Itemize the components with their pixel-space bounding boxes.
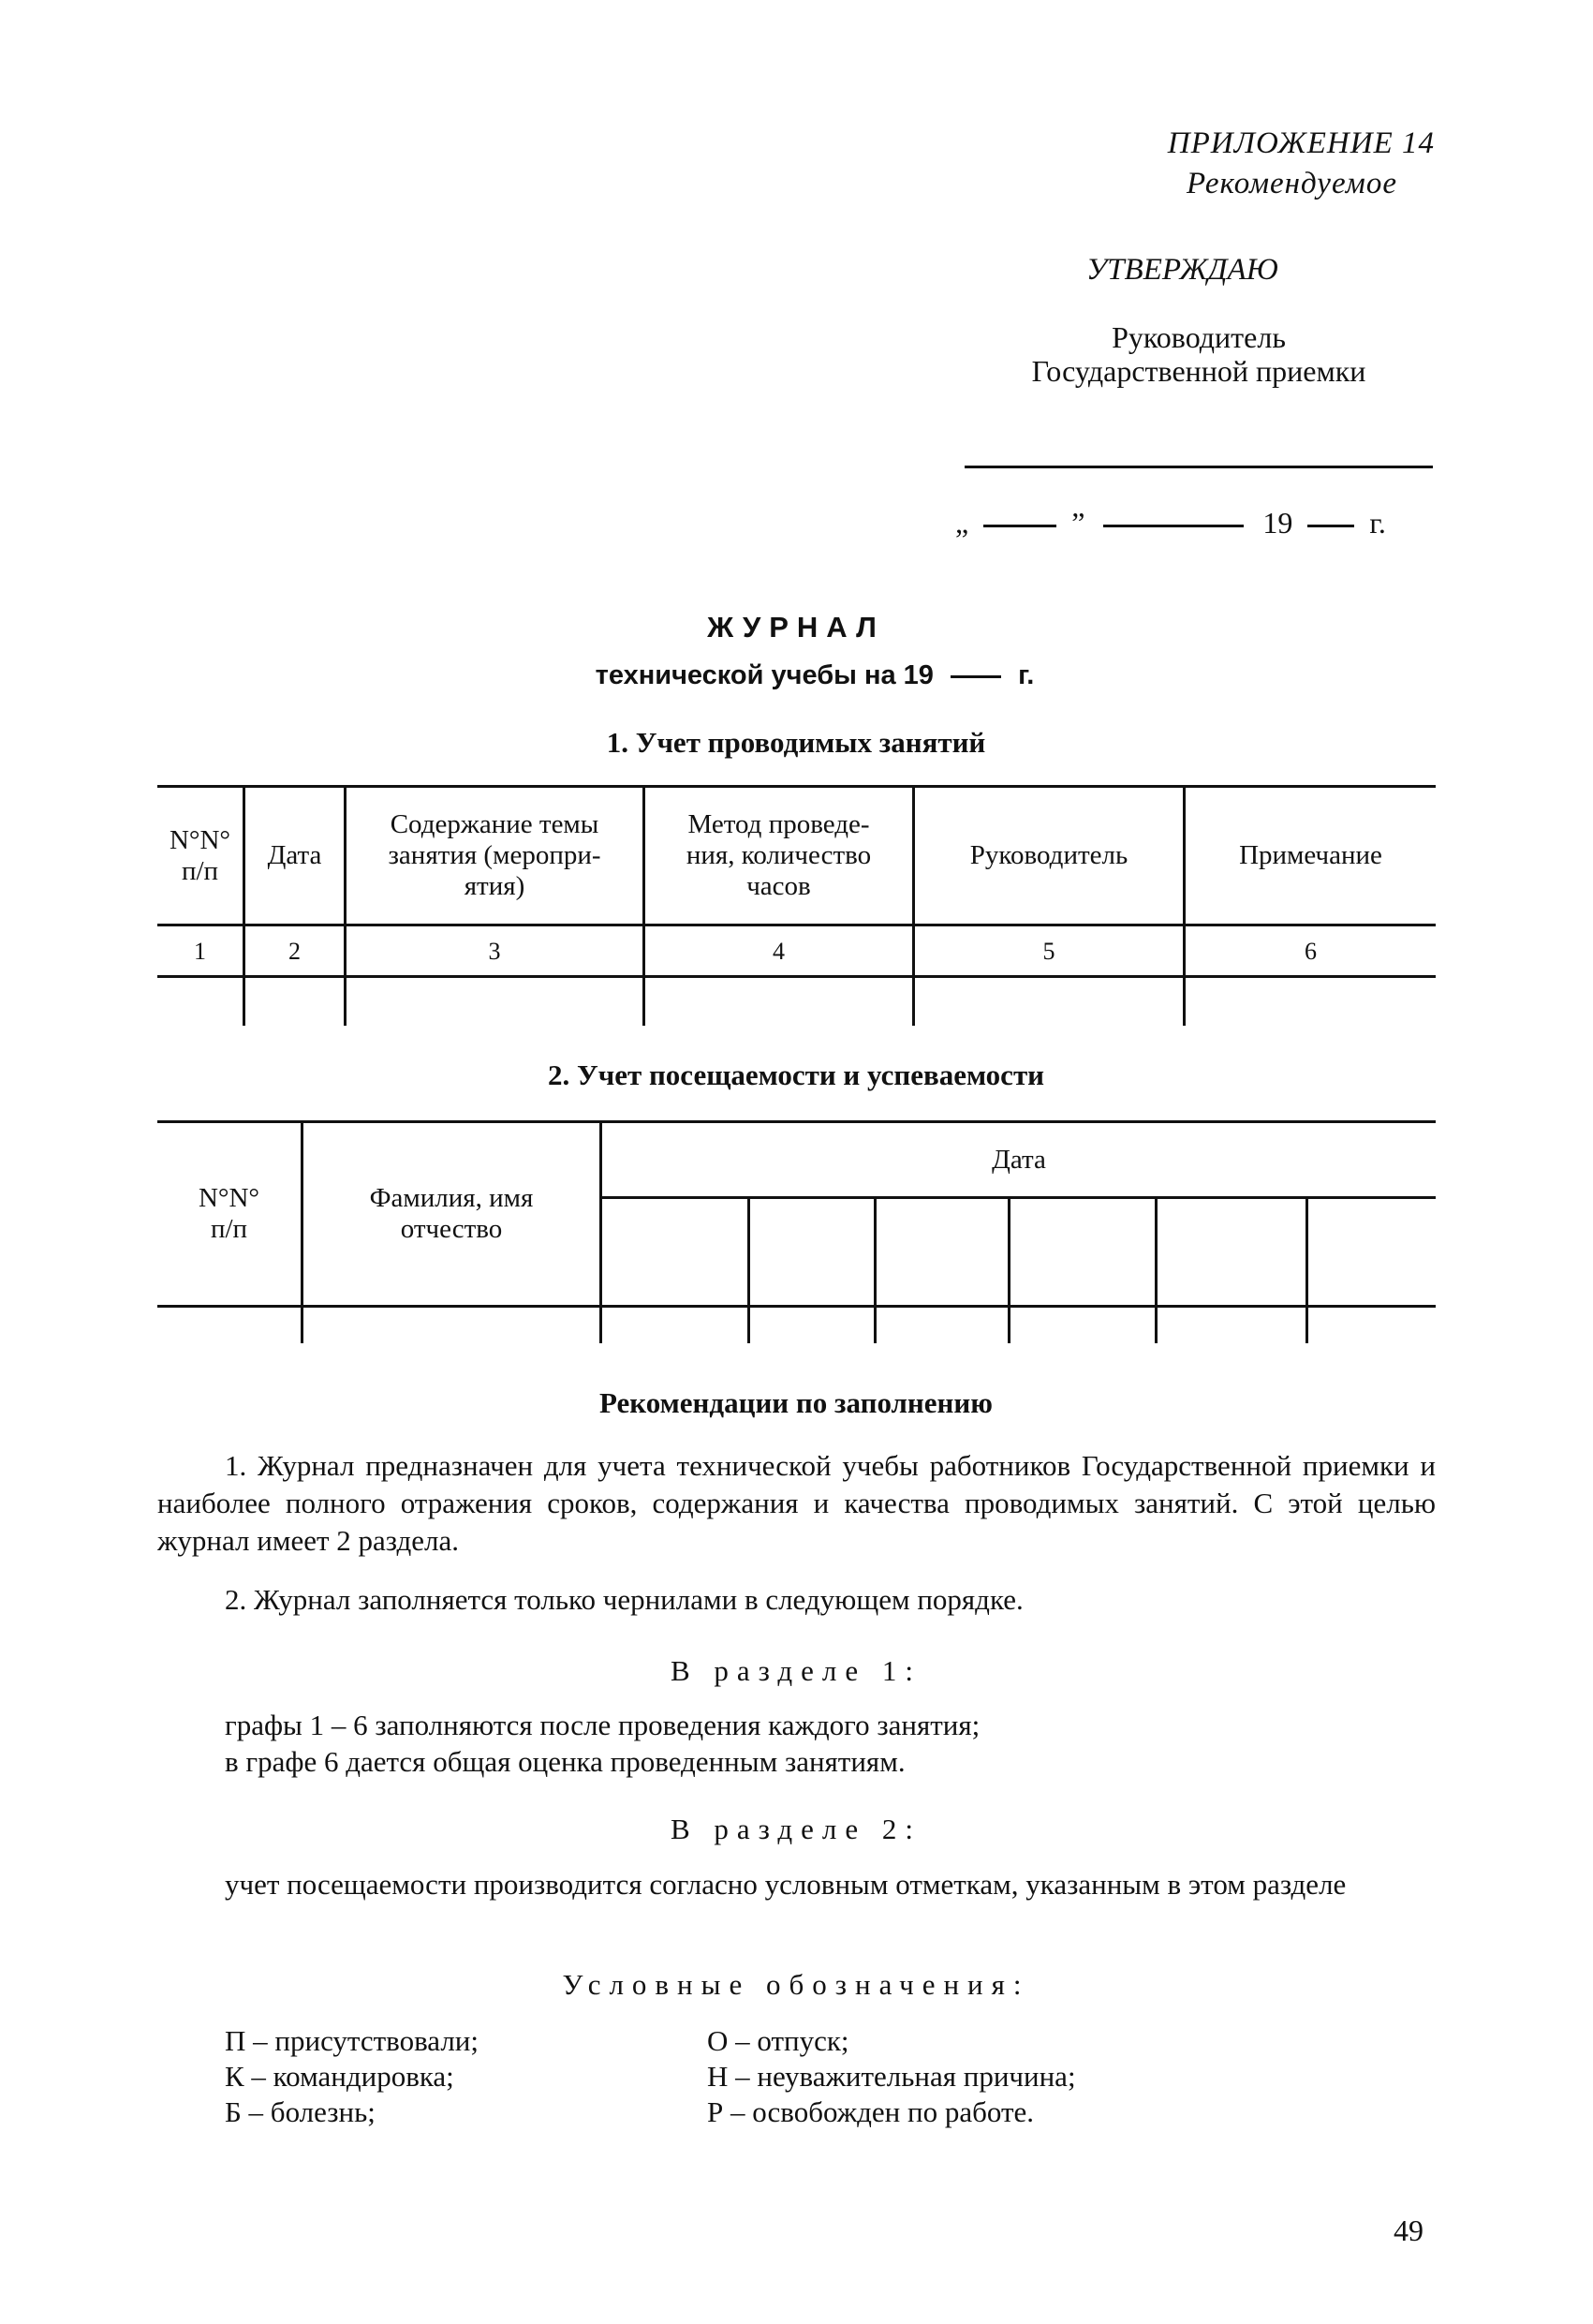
- table1-divider-1: [243, 785, 245, 1026]
- table2-top-border: [157, 1120, 1436, 1123]
- col-method-header: Метод проведе- ния, количество часов: [686, 809, 872, 901]
- section1-title: 1. Учет проводимых занятий: [606, 726, 986, 759]
- table2-date-col-2: [874, 1196, 877, 1343]
- legend-right-column: [707, 2023, 1288, 2130]
- journal-title: ЖУРНАЛ: [707, 611, 885, 644]
- col-note-header: Примечание: [1239, 840, 1382, 870]
- signature-line: [965, 466, 1433, 468]
- section1-heading: В разделе 1:: [671, 1654, 922, 1687]
- col-date-header: Дата: [267, 840, 322, 870]
- attendance-date-header: Дата: [992, 1144, 1046, 1175]
- year-suffix: г.: [1369, 506, 1386, 540]
- col-topic-index: 3: [488, 937, 501, 965]
- journal-subtitle: [524, 660, 1105, 691]
- table2-date-col-5: [1305, 1196, 1308, 1343]
- col-date-index: 2: [288, 937, 301, 965]
- table2-divider-name: [301, 1120, 303, 1343]
- recommendations-title: Рекомендации по заполнению: [599, 1386, 993, 1419]
- approval-date-line: [955, 506, 1442, 540]
- approve-label: УТВЕРЖДАЮ: [1086, 253, 1278, 287]
- recommendation-paragraph-2: 2. Журнал заполняется только чернилами в следующем порядке.: [225, 1583, 1024, 1616]
- table1-divider-3: [642, 785, 645, 1026]
- section2-heading: В разделе 2:: [671, 1813, 922, 1845]
- table2-date-col-3: [1008, 1196, 1010, 1343]
- attendance-name-header: Фамилия, имя отчество: [369, 1183, 534, 1244]
- legend-item-released: Р – освобожден по работе.: [707, 2095, 1035, 2128]
- legend-item-present: П – присутствовали;: [225, 2024, 479, 2057]
- journal-subtitle-suffix: г.: [1018, 660, 1035, 690]
- legend-item-business-trip: К – командировка;: [225, 2060, 454, 2093]
- col-method-index: 4: [773, 937, 785, 965]
- col-topic-header: Содержание темы занятия (меропри- ятия): [388, 809, 601, 901]
- table1-number-border: [157, 975, 1436, 978]
- col-number-index: 1: [194, 937, 206, 965]
- section1-instruction-2: в графе 6 дается общая оценка проведенным занятиям.: [225, 1745, 906, 1778]
- legend-item-vacation: О – отпуск;: [707, 2024, 849, 2057]
- section1-instruction-1: графы 1 – 6 заполняются после проведения каждого занятия;: [225, 1709, 981, 1741]
- table1-divider-5: [1183, 785, 1186, 1026]
- appendix-title: ПРИЛОЖЕНИЕ 14: [1167, 126, 1435, 160]
- page-number: 49: [1394, 2213, 1423, 2247]
- table1-top-border: [157, 785, 1436, 788]
- year-prefix: 19: [1262, 506, 1293, 540]
- table1-header-border: [157, 924, 1436, 926]
- table2-date-border: [599, 1196, 1436, 1199]
- legend-item-illness: Б – болезнь;: [225, 2095, 376, 2128]
- table2-date-col-4: [1155, 1196, 1158, 1343]
- position-line-1: Руководитель: [1112, 320, 1286, 354]
- legend-left-column: [225, 2023, 656, 2130]
- date-close-quote: ”: [1071, 506, 1085, 540]
- day-blank: [983, 525, 1056, 527]
- position-line-2: Государственной приемки: [1031, 354, 1366, 388]
- legend-heading: Условные обозначения:: [562, 1968, 1030, 2001]
- legend-item-unexcused: Н – неуважительная причина;: [707, 2060, 1076, 2093]
- col-leader-header: Руководитель: [969, 840, 1128, 870]
- recommendation-paragraph-1: 1. Журнал предназначен для учета технической учебы работников Государственной приемки и наиболее полного отражения сроков, содержания и качества проводимых занятий. С этой целью журнал имеет 2 раздела.: [157, 1449, 1436, 1557]
- journal-subtitle-prefix: технической учебы на 19: [595, 660, 934, 690]
- recommended-label: Рекомендуемое: [1186, 167, 1397, 200]
- section2-title: 2. Учет посещаемости и успеваемости: [547, 1058, 1045, 1091]
- col-note-index: 6: [1305, 937, 1317, 965]
- year-blank: [1307, 525, 1354, 527]
- col-leader-index: 5: [1042, 937, 1055, 965]
- section2-instruction: учет посещаемости производится согласно условным отметкам, указанным в этом разделе: [225, 1868, 1347, 1901]
- table2-divider-date: [599, 1120, 602, 1343]
- date-open-quote: „: [955, 506, 969, 540]
- table2-date-col-1: [747, 1196, 750, 1343]
- col-number-header: N°N° п/п: [169, 824, 231, 886]
- month-blank: [1103, 525, 1244, 527]
- table1-divider-2: [344, 785, 347, 1026]
- attendance-number-header: N°N° п/п: [198, 1183, 260, 1244]
- journal-year-blank: [951, 675, 1001, 678]
- table2-header-border: [157, 1305, 1436, 1308]
- table1-divider-4: [912, 785, 915, 1026]
